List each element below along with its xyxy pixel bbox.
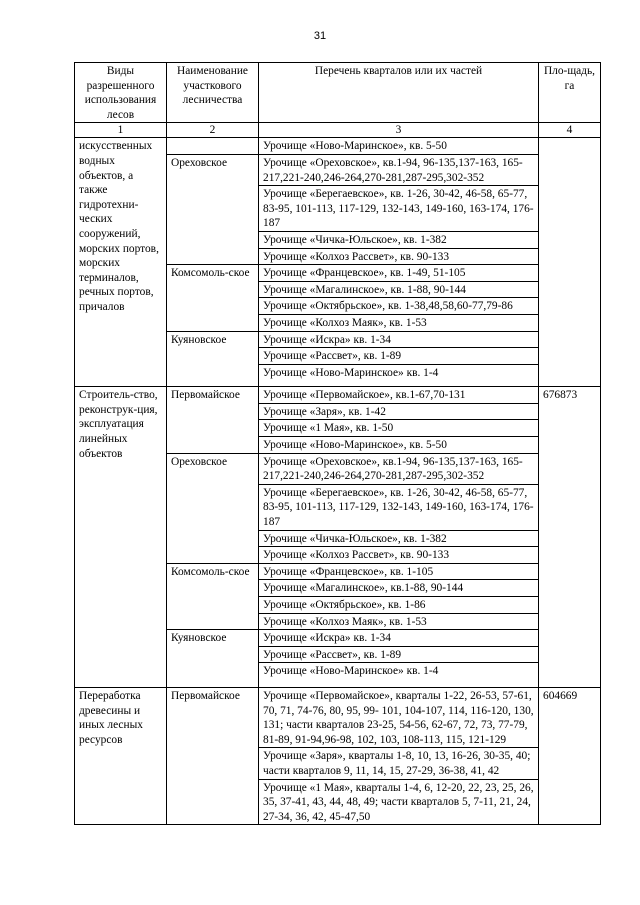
quarters-cell: Урочище «Колхоз Маяк», кв. 1-53 <box>259 314 539 331</box>
quarters-cell: Урочище «Рассвет», кв. 1-89 <box>259 646 539 663</box>
quarters-cell: Урочище «Францевское», кв. 1-105 <box>259 563 539 580</box>
quarters-cell: Урочище «Заря», кварталы 1-8, 10, 13, 16-26, 30-35, 40; части кварталов 9, 11, 14, 15, 27-29, 36-38, 41, 42 <box>259 748 539 779</box>
quarters-cell: Урочище «Ново-Маринское», кв. 5-50 <box>259 138 539 155</box>
forestry-cell: Первомайское <box>167 687 259 824</box>
quarters-cell: Урочище «Искра» кв. 1-34 <box>259 630 539 647</box>
column-number: 1 <box>75 123 167 138</box>
quarters-cell: Урочище «Берегаевское», кв. 1-26, 30-42, 46-58, 65-77, 83-95, 101-113, 117-129, 132-143, 149-160, 163-174, 176-187 <box>259 186 539 232</box>
header-forestry: Наименование участкового лесничества <box>167 63 259 123</box>
quarters-cell: Урочище «Колхоз Маяк», кв. 1-53 <box>259 613 539 630</box>
forestry-cell: Комсомоль-ское <box>167 563 259 629</box>
forest-use-table <box>74 62 601 825</box>
column-number: 4 <box>539 123 601 138</box>
quarters-cell: Урочище «Рассвет», кв. 1-89 <box>259 348 539 365</box>
quarters-cell: Урочище «Ново-Маринское» кв. 1-4 <box>259 663 539 688</box>
quarters-cell: Урочище «Ореховское», кв.1-94, 96-135,137-163, 165-217,221-240,246-264,270-281,287-295,302-352 <box>259 154 539 185</box>
header-area: Пло-щадь, га <box>539 63 601 123</box>
quarters-cell: Урочище «Заря», кв. 1-42 <box>259 403 539 420</box>
quarters-cell: Урочище «1 Мая», кв. 1-50 <box>259 420 539 437</box>
area-cell: 676873 <box>539 387 601 688</box>
quarters-cell: Урочище «Ново-Маринское», кв. 5-50 <box>259 437 539 454</box>
quarters-cell: Урочище «Первомайское», кварталы 1-22, 26-53, 57-61, 70, 71, 74-76, 80, 95, 99- 101, 104-107, 114, 116-120, 130, 131; части кварталов 23-25, 54-56, 62-67, 72, 73, 77-79, 81-89, 91-94,96-98, 102, 103, 108-113, 115, 121-129 <box>259 687 539 747</box>
quarters-cell: Урочище «Искра» кв. 1-34 <box>259 331 539 348</box>
area-cell <box>539 138 601 387</box>
quarters-cell: Урочище «Колхоз Рассвет», кв. 90-133 <box>259 547 539 564</box>
quarters-cell: Урочище «Октябрьское», кв. 1-86 <box>259 597 539 614</box>
forestry-cell: Куяновское <box>167 331 259 387</box>
table-header-row <box>75 63 601 123</box>
quarters-cell: Урочище «Первомайское», кв.1-67,70-131 <box>259 387 539 404</box>
forestry-cell: Комсомоль-ское <box>167 265 259 331</box>
table-row <box>75 138 601 155</box>
quarters-cell: Урочище «Ореховское», кв.1-94, 96-135,137-163, 165-217,221-240,246-264,270-281,287-295,302-352 <box>259 453 539 484</box>
forestry-cell <box>167 138 259 155</box>
column-number-row <box>75 123 601 138</box>
header-quarters: Перечень кварталов или их частей <box>259 63 539 123</box>
quarters-cell: Урочище «Чичка-Юльское», кв. 1-382 <box>259 530 539 547</box>
quarters-cell: Урочище «Магалинское», кв. 1-88, 90-144 <box>259 281 539 298</box>
quarters-cell: Урочище «Октябрьское», кв. 1-38,48,58,60-77,79-86 <box>259 298 539 315</box>
quarters-cell: Урочище «Магалинское», кв.1-88, 90-144 <box>259 580 539 597</box>
quarters-cell: Урочище «Ново-Маринское» кв. 1-4 <box>259 364 539 387</box>
column-number: 2 <box>167 123 259 138</box>
forestry-cell: Куяновское <box>167 630 259 688</box>
quarters-cell: Урочище «Чичка-Юльское», кв. 1-382 <box>259 231 539 248</box>
quarters-cell: Урочище «1 Мая», кварталы 1-4, 6, 12-20, 22, 23, 25, 26, 35, 37-41, 43, 44, 48, 49; части кварталов 5, 7-11, 21, 24, 27-34, 36, 42, 45-47,50 <box>259 779 539 825</box>
forestry-cell: Первомайское <box>167 387 259 453</box>
quarters-cell: Урочище «Берегаевское», кв. 1-26, 30-42, 46-58, 65-77, 83-95, 101-113, 117-129, 132-143, 149-160, 163-174, 176-187 <box>259 484 539 530</box>
table-row <box>75 687 601 747</box>
use-type-cell: Переработка древесины и иных лесных ресурсов <box>75 687 167 824</box>
column-number: 3 <box>259 123 539 138</box>
quarters-cell: Урочище «Колхоз Рассвет», кв. 90-133 <box>259 248 539 265</box>
forestry-cell: Ореховское <box>167 453 259 563</box>
area-cell: 604669 <box>539 687 601 824</box>
page-number: 31 <box>313 30 327 42</box>
forestry-cell: Ореховское <box>167 154 259 264</box>
use-type-cell: Строитель-ство, реконструк-ция, эксплуатация линейных объектов <box>75 387 167 688</box>
quarters-cell: Урочище «Францевское», кв. 1-49, 51-105 <box>259 265 539 282</box>
table-row <box>75 387 601 404</box>
use-type-cell: искусственных водных объектов, а также гидротехни-ческих сооружений, морских портов, морских терминалов, речных портов, причалов <box>75 138 167 387</box>
header-use-type: Виды разрешенного использования лесов <box>75 63 167 123</box>
